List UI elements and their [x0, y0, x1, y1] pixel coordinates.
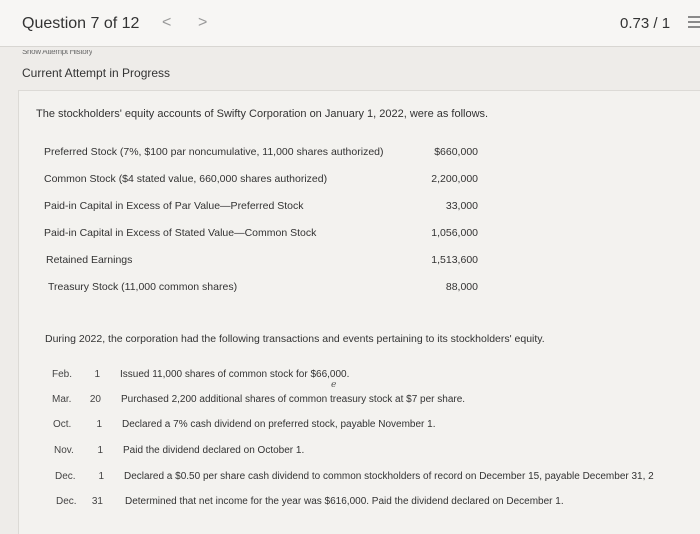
transaction-description: Paid the dividend declared on October 1.: [123, 445, 305, 456]
equity-account-value: 33,000: [445, 200, 478, 212]
next-question-button[interactable]: >: [198, 14, 208, 31]
equity-account-value: 88,000: [445, 281, 478, 293]
transaction-day: 1: [98, 471, 104, 482]
transaction-description: Determined that net income for the year was $616,000. Paid the dividend declared on December 1.: [125, 496, 564, 507]
transaction-day: 1: [96, 419, 102, 430]
transaction-day: 1: [97, 445, 103, 456]
transaction-description: Declared a 7% cash dividend on preferred stock, payable November 1.: [122, 419, 436, 430]
equity-account-label: Treasury Stock (11,000 common shares): [48, 281, 238, 293]
equity-account-label: Paid-in Capital in Excess of Stated Value—Common Stock: [44, 227, 317, 239]
question-list-icon[interactable]: [688, 15, 700, 29]
transaction-month: Mar.: [52, 394, 72, 405]
transaction-month: Nov.: [54, 445, 74, 456]
question-label: Question 7 of 12: [22, 15, 140, 32]
transaction-description: Declared a $0.50 per share cash dividend to common stockholders of record on December 15, payable December 31, 2: [124, 471, 654, 482]
transaction-day: 1: [94, 369, 100, 380]
transaction-month: Feb.: [52, 369, 73, 380]
transaction-month: Dec.: [56, 496, 77, 507]
question-header: [0, 0, 700, 47]
attempt-status: Current Attempt in Progress: [22, 66, 171, 80]
transactions-intro: During 2022, the corporation had the following transactions and events pertaining to its stockholders' equity.: [45, 333, 545, 345]
equity-account-value: 2,200,000: [431, 173, 478, 185]
attempt-history-link[interactable]: Show Attempt History: [22, 50, 93, 56]
mouse-cursor-icon: ℯ: [331, 379, 337, 389]
transaction-description: Purchased 2,200 additional shares of common treasury stock at $7 per share.: [121, 394, 466, 405]
equity-account-value: 1,056,000: [431, 227, 478, 239]
transaction-description: Issued 11,000 shares of common stock for $66,000.: [120, 369, 350, 380]
problem-intro: The stockholders' equity accounts of Swifty Corporation on January 1, 2022, were as follows.: [36, 108, 489, 120]
transaction-day: 20: [89, 394, 101, 405]
previous-question-button[interactable]: <: [162, 14, 172, 31]
equity-account-label: Paid-in Capital in Excess of Par Value—Preferred Stock: [44, 200, 304, 212]
transaction-month: Dec.: [55, 471, 76, 482]
equity-account-label: Retained Earnings: [46, 254, 133, 266]
score-display: 0.73 / 1: [620, 15, 671, 32]
equity-account-label: Preferred Stock (7%, $100 par noncumulative, 11,000 shares authorized): [44, 146, 384, 158]
transaction-day: 31: [91, 496, 103, 507]
equity-account-label: Common Stock ($4 stated value, 660,000 shares authorized): [44, 173, 328, 185]
equity-account-value: $660,000: [434, 146, 478, 158]
transaction-month: Oct.: [53, 419, 72, 430]
equity-account-value: 1,513,600: [431, 254, 478, 266]
